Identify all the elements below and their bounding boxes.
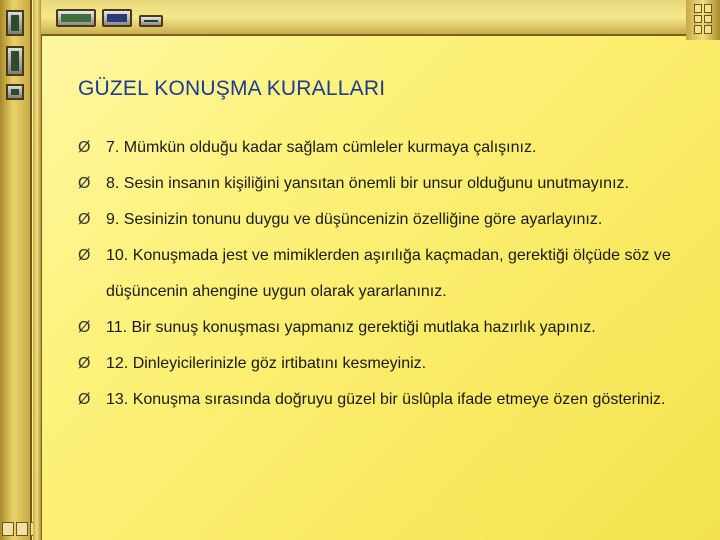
bullet-text: 7. Mümkün olduğu kadar sağlam cümleler kurmaya çalışınız.	[106, 139, 537, 156]
bullet-text: 13. Konuşma sırasında doğruyu güzel bir üslûpla ifade etmeye özen gösteriniz.	[106, 391, 666, 408]
arrow-bullet-icon: Ø	[78, 139, 91, 156]
frame-icon	[6, 84, 24, 100]
window-icon	[139, 15, 163, 27]
top-frame	[41, 0, 686, 36]
arrow-bullet-icon: Ø	[78, 355, 91, 372]
bullet-text: 8. Sesin insanın kişiliğini yansıtan önemli bir unsur olduğunu unutmayınız.	[106, 175, 629, 192]
list-item	[78, 202, 698, 238]
bullet-text: 9. Sesinizin tonunu duygu ve düşüncenizin özelliğine göre ayarlayınız.	[106, 211, 603, 228]
arrow-bullet-icon: Ø	[78, 319, 91, 336]
bullet-text: 10. Konuşmada jest ve mimiklerden aşırılığa kaçmadan, gerektiği ölçüde söz ve düşüncenin ahengine uygun olarak yararlanınız.	[106, 247, 671, 300]
list-item	[78, 238, 698, 310]
bullet-text: 11. Bir sunuş konuşması yapmanız gerektiği mutlaka hazırlık yapınız.	[106, 319, 596, 336]
slide-title: GÜZEL KONUŞMA KURALLARI	[78, 77, 386, 100]
arrow-bullet-icon: Ø	[78, 175, 91, 192]
left-frame	[0, 0, 32, 540]
list-item	[78, 346, 698, 382]
arrow-bullet-icon: Ø	[78, 391, 91, 408]
frame-icon	[6, 10, 24, 36]
arrow-bullet-icon: Ø	[78, 247, 91, 264]
arrow-bullet-icon: Ø	[78, 211, 91, 228]
list-item	[78, 310, 698, 346]
bullet-list	[78, 130, 698, 418]
left-frame-inner	[33, 0, 42, 540]
list-item	[78, 382, 698, 418]
right-frame	[686, 0, 720, 40]
list-item	[78, 130, 698, 166]
window-icon	[56, 9, 96, 27]
frame-icon	[6, 46, 24, 76]
window-icon	[102, 9, 132, 27]
bullet-text: 12. Dinleyicilerinizle göz irtibatını kesmeyiniz.	[106, 355, 427, 372]
grid-icon	[694, 4, 712, 34]
list-item	[78, 166, 698, 202]
